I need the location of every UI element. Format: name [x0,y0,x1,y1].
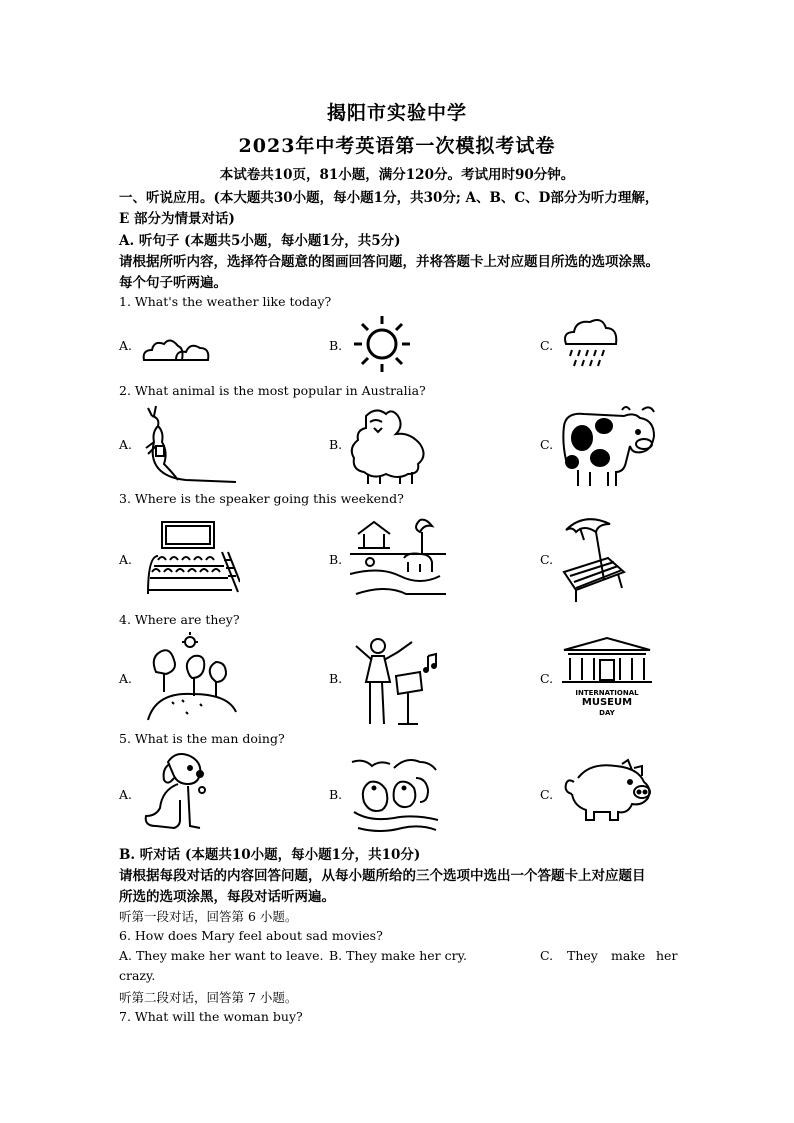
museum-picture [560,636,654,686]
park-picture [350,514,446,600]
q2-option-a: A. [119,437,133,452]
q4-option-b: B. [329,671,343,686]
pig-picture [562,758,654,824]
partA-instruction-line2: 每个句子听两遍。 [119,275,227,291]
cow-picture [560,402,660,488]
museum-sign-line3: DAY [599,709,615,717]
exam-title: 2023年中考英语第一次模拟考试卷 [238,135,556,157]
q6-option-c-word2: make [611,948,646,963]
concert-picture [350,632,442,728]
question-1: 1. What's the weather like today? [119,294,332,309]
q6-option-c-label: C. [540,948,554,963]
partB-instruction-line1: 请根据每段对话的内容回答问题，从每小题所给的三个选项中选出一个答题卡上对应题目 [119,868,646,884]
q6-option-b: B. They make her cry. [329,948,467,963]
rain-cloud-picture [560,314,620,372]
birds-picture [350,748,440,834]
dialog-2-intro: 听第二段对话，回答第 7 小题。 [119,990,298,1005]
q2-option-b: B. [329,437,343,452]
sheep-picture [346,404,430,486]
museum-sign-line1: INTERNATIONAL [575,689,639,697]
clouds-picture [140,326,212,366]
q4-option-a: A. [119,671,133,686]
question-7: 7. What will the woman buy? [119,1009,303,1024]
section1-heading-line2: E 部分为情景对话) [119,211,235,227]
museum-sign [564,688,650,718]
question-4: 4. Where are they? [119,612,240,627]
question-3: 3. Where is the speaker going this weekend? [119,491,404,506]
q3-option-c: C. [540,552,554,567]
q3-option-a: A. [119,552,133,567]
partA-instruction-line1: 请根据所听内容，选择符合题意的图画回答问题，并将答题卡上对应题目所选的选项涂黑。 [119,254,659,270]
exam-info: 本试卷共10页，81小题，满分120分。考试用时90分钟。 [219,167,575,183]
partA-heading: A. 听句子 (本题共5小题，每小题1分，共5分) [119,233,401,249]
q5-option-b: B. [329,787,343,802]
q1-option-c: C. [540,338,554,353]
q6-option-c-word3: her [656,948,678,963]
question-5: 5. What is the man doing? [119,731,285,746]
school-name: 揭阳市实验中学 [326,102,467,124]
partB-instruction-line2: 所选的选项涂黑，每段对话听两遍。 [119,889,335,905]
q3-option-b: B. [329,552,343,567]
partB-heading: B. 听对话 (本题共10小题，每小题1分，共10分) [119,847,421,863]
q6-option-c-word1: They [567,948,598,963]
beach-picture [558,510,630,606]
question-2: 2. What animal is the most popular in Australia? [119,383,426,398]
kangaroo-picture [138,402,238,486]
sun-picture [352,312,414,374]
q1-option-b: B. [329,338,343,353]
question-6: 6. How does Mary feel about sad movies? [119,928,383,943]
cinema-picture [144,516,240,596]
dialog-1-intro: 听第一段对话，回答第 6 小题。 [119,909,298,924]
garden-picture [146,632,238,724]
q6-option-a: A. They make her want to leave. [119,948,324,963]
section1-heading-line1: 一、听说应用。(本大题共30小题，每小题1分，共30分; A、B、C、D部分为听力理解， [119,190,659,206]
q6-option-c-word4: crazy. [119,968,156,983]
q5-option-c: C. [540,787,554,802]
museum-sign-line2: MUSEUM [581,697,633,708]
q1-option-a: A. [119,338,133,353]
q4-option-c: C. [540,671,554,686]
q5-option-a: A. [119,787,133,802]
q2-option-c: C. [540,437,554,452]
dog-picture [140,750,220,832]
